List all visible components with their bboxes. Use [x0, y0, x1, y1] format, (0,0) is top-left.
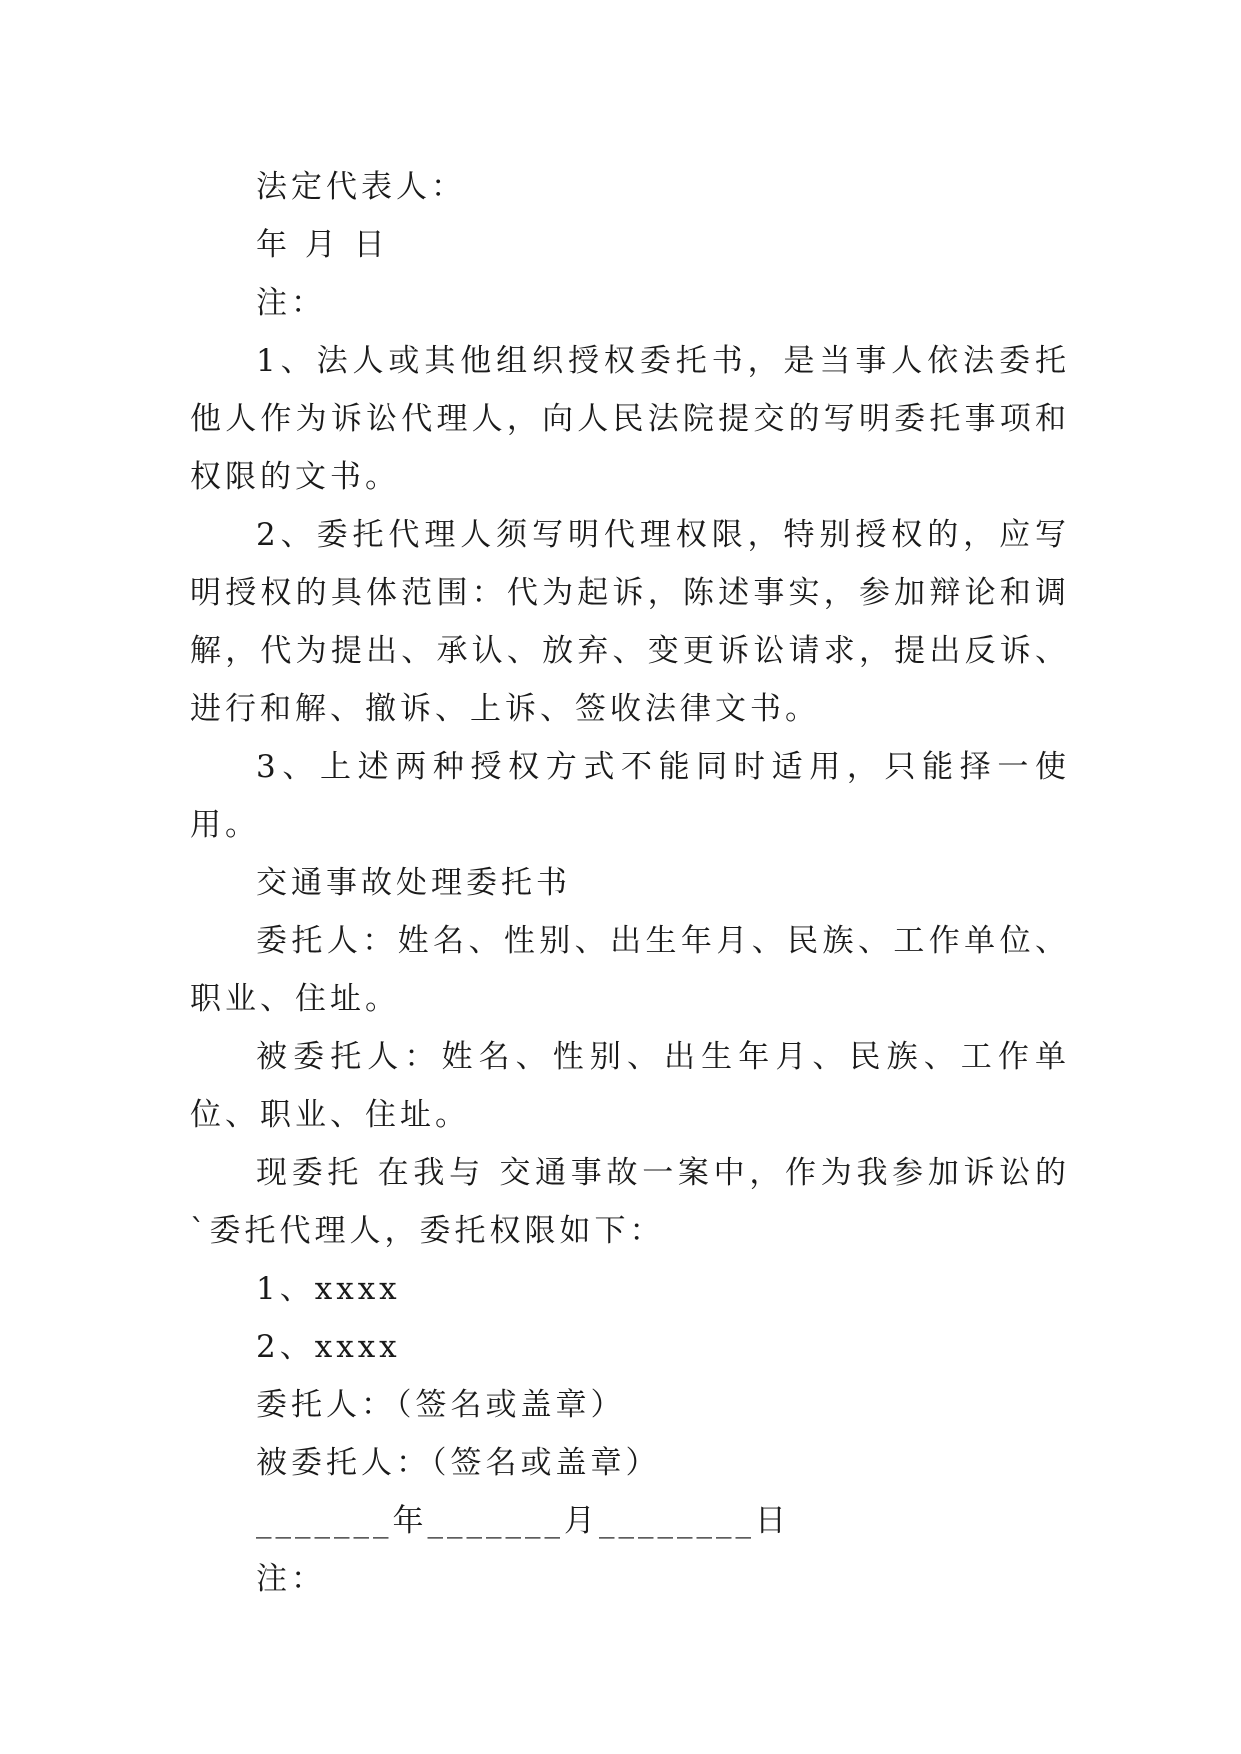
principal-signature-line: 委托人：（签名或盖章） — [256, 1387, 626, 1423]
document-body — [190, 158, 1070, 1608]
entrustment-statement: 现委托 在我与 交通事故一案中，作为我参加诉讼的`委托代理人，委托权限如下： — [190, 1155, 1070, 1249]
authority-item-2: 2、xxxx — [256, 1329, 401, 1365]
principal-line: 委托人：姓名、性别、出生年月、民族、工作单位、职业、住址。 — [190, 923, 1070, 1017]
note-item-2: 2、委托代理人须写明代理权限，特别授权的，应写明授权的具体范围：代为起诉，陈述事实，参加辩论和调解，代为提出、承认、放弃、变更诉讼请求，提出反诉、进行和解、撤诉、上诉、签收法律文书。 — [190, 517, 1070, 727]
legal-representative-line: 法定代表人： — [256, 169, 466, 205]
agent-signature-line: 被委托人：（签名或盖章） — [256, 1445, 661, 1481]
date-line: 年 月 日 — [256, 227, 389, 263]
note-heading: 注： — [256, 285, 326, 321]
note-heading-2: 注： — [256, 1561, 326, 1597]
section-title: 交通事故处理委托书 — [256, 865, 571, 901]
authority-item-1: 1、xxxx — [256, 1271, 401, 1307]
signature-date-line: _______年_______月________日 — [256, 1503, 790, 1539]
note-item-1: 1、法人或其他组织授权委托书，是当事人依法委托他人作为诉讼代理人，向人民法院提交的写明委托事项和权限的文书。 — [190, 343, 1070, 495]
agent-line: 被委托人：姓名、性别、出生年月、民族、工作单位、职业、住址。 — [190, 1039, 1070, 1133]
note-item-3: 3、上述两种授权方式不能同时适用，只能择一使用。 — [190, 749, 1070, 843]
